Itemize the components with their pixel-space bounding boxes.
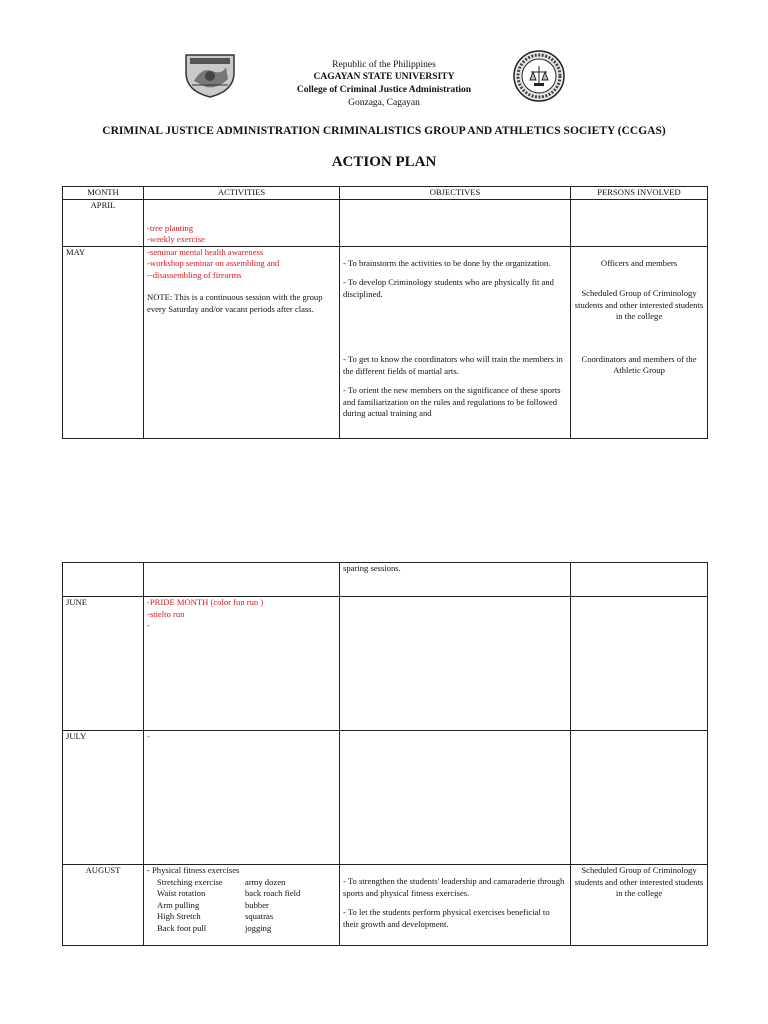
table-row	[63, 865, 708, 946]
objectives-cell	[340, 731, 571, 865]
activities-cell	[144, 731, 340, 865]
persons-cell	[571, 199, 708, 246]
activities-cell	[144, 563, 340, 597]
header-location: Gonzaga, Cagayan	[348, 98, 420, 108]
month-august: AUGUST	[63, 865, 144, 946]
objective-item: - To develop Criminology students who are physically fit and disciplined.	[343, 277, 554, 299]
exercise-row: Stretching exercise army dozen	[157, 876, 286, 887]
table-row	[63, 563, 708, 597]
activity-item: --disassembling of firearms	[147, 269, 242, 280]
objectives-cell	[340, 597, 571, 731]
column-header-activities: ACTIVITIES	[144, 187, 340, 200]
exercise-row: Waist rotation back roach field	[157, 888, 301, 898]
table-row	[63, 199, 708, 246]
column-header-month: MONTH	[63, 187, 144, 200]
objective-item: - To orient the new members on the significance of these sports and familiarization on the rules and regulations to be followed during actual training and	[343, 385, 561, 418]
activities-cell	[144, 865, 340, 946]
persons-cell	[571, 597, 708, 731]
activity-item: -seminar mental health awareness	[147, 246, 264, 257]
activities-cell	[144, 199, 340, 246]
month-june: JUNE	[63, 597, 144, 731]
objectives-cell	[340, 865, 571, 946]
action-plan-table-continued	[62, 562, 708, 946]
objectives-cell	[340, 199, 571, 246]
month-april: APRIL	[63, 199, 144, 246]
activity-item: -workshop seminar on assembling and	[147, 258, 280, 268]
person-item: Coordinators and members of the Athletic Group	[581, 353, 697, 375]
persons-cell	[571, 563, 708, 597]
activity-note: NOTE: This is a continuous session with the group every Saturday and/or vacant periods after class.	[147, 292, 323, 314]
activity-item: -tree planting	[147, 222, 194, 233]
table-row	[63, 597, 708, 731]
person-item: Officers and members	[600, 257, 678, 268]
objective-continued: sparing sessions.	[340, 563, 571, 597]
activity-item: -	[147, 731, 150, 741]
activity-item: -weekly exercise	[147, 234, 205, 244]
activity-item: -	[147, 620, 150, 630]
header-republic: Republic of the Philippines	[332, 60, 436, 70]
action-plan-table	[62, 186, 708, 439]
table-row	[63, 731, 708, 865]
table-header-row	[63, 187, 708, 200]
month-may: MAY	[63, 246, 144, 438]
document-title: ACTION PLAN	[331, 154, 437, 170]
activity-item: -stielto run	[147, 608, 185, 619]
table-row	[63, 246, 708, 438]
objectives-cell	[340, 246, 571, 438]
activities-cell	[144, 246, 340, 438]
column-header-objectives: OBJECTIVES	[340, 187, 571, 200]
persons-cell	[571, 246, 708, 438]
activities-cell	[144, 597, 340, 731]
activity-item: -PRIDE MONTH (color fun run )	[147, 597, 264, 607]
column-header-persons: PERSONS INVOLVED	[571, 187, 708, 200]
exercise-row: Back foot pull jogging	[157, 922, 272, 933]
organization-title: CRIMINAL JUSTICE ADMINISTRATION CRIMINALISTICS GROUP AND ATHLETICS SOCIETY (CCGAS)	[102, 125, 666, 137]
persons-cell: Scheduled Group of Criminology students and other interested students in the college	[571, 865, 708, 946]
persons-cell	[571, 731, 708, 865]
exercise-row: Arm pulling bubber	[157, 899, 269, 910]
person-item: Scheduled Group of Criminology students and other interested students in the college	[574, 288, 704, 321]
objective-item: - To let the students perform physical exercises beneficial to their growth and development.	[343, 907, 550, 929]
exercise-row: High Stretch squatras	[157, 911, 274, 921]
header-college: College of Criminal Justice Administration	[296, 85, 472, 95]
month-cell	[63, 563, 144, 597]
month-july: JULY	[63, 731, 144, 865]
objective-item: - To get to know the coordinators who will train the members in the different fields of martial arts.	[343, 354, 563, 376]
activity-heading: - Physical fitness exercises	[147, 865, 240, 875]
objective-item: - To brainstorm the activities to be done by the organization.	[343, 257, 551, 268]
objective-item: - To strengthen the students' leadership and camaraderie through sports and physical fitness exercises.	[343, 876, 565, 898]
header-university: CAGAYAN STATE UNIVERSITY	[313, 72, 455, 82]
